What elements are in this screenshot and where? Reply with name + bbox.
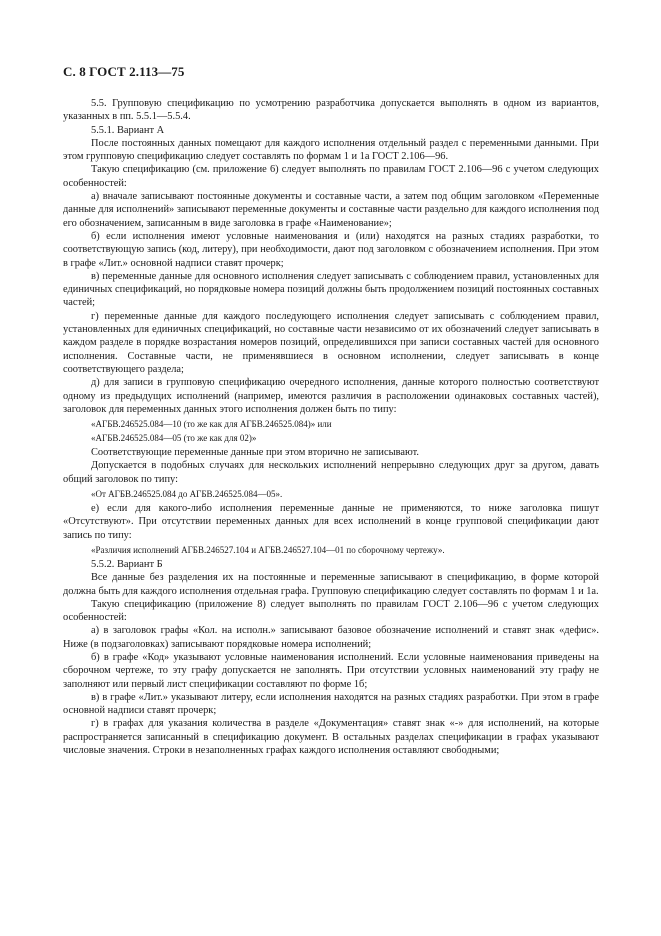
example-line: «От АГБВ.246525.084 до АГБВ.246525.084—05».: [91, 489, 283, 500]
paragraph: Такую спецификацию (приложение 8) следует выполнять по правилам ГОСТ 2.106—96 с учетом следующих особенностей:: [63, 598, 599, 624]
document-body: [63, 97, 599, 757]
paragraph: г) переменные данные для каждого последующего исполнения следует записывать с соблюдением правил, установленных для единичных спецификаций, но составные части независимо от их обозначений следует записывать в каждом разделе в порядке возрастания номеров позиций, определившихся при записи составных частей для основного исполнения. Составные части, не применявшиеся в основном исполнении, следует записывать в конце соответствующего раздела;: [63, 310, 599, 375]
paragraph: а) вначале записывают постоянные документы и составные части, а затем под общим заголовком «Переменные данные для исполнений» записывают переменные документы и составные части раздельно для каждого исполнения под его обозначением, записанным в виде заголовка в графе «Наименование»;: [63, 191, 599, 229]
paragraph: 5.5. Групповую спецификацию по усмотрению разработчика допускается выполнять в одном из вариантов, указанных в пп. 5.5.1—5.5.4.: [63, 98, 599, 123]
paragraph: Все данные без разделения их на постоянные и переменные записывают в спецификацию, в форме которой должна быть для каждого исполнения отдельная графа. Групповую спецификацию следует составлять по формам 1 и 1а.: [63, 572, 599, 597]
page-header: С. 8 ГОСТ 2.113—75: [63, 64, 185, 79]
paragraph: в) переменные данные для основного исполнения следует записывать с соблюдением правил, установленных для единичных спецификаций, но порядковые номера позиций должны быть продолжением позиций постоянных составных частей;: [63, 270, 599, 309]
paragraph: б) в графе «Код» указывают условные наименования исполнений. Если условные наименования приведены на сборочном чертеже, то эту графу допускается не заполнять. При отсутствии условных наименований эту графу не заполняют или первый лист спецификации составляют по форме 1б;: [63, 651, 599, 690]
paragraph: 5.5.2. Вариант Б: [91, 558, 163, 570]
paragraph: Такую спецификацию (см. приложение 6) следует выполнять по правилам ГОСТ 2.106—96 с учетом следующих особенностей:: [63, 164, 599, 189]
paragraph: б) если исполнения имеют условные наименования и (или) находятся на разных стадиях разработки, то соответствующую запись (код, литеру), при необходимости, дают под заголовком с обозначением исполнения. При этом в графе «Лит.» основной надписи ставят прочерк;: [63, 230, 599, 269]
example-line: «АГБВ.246525.084—10 (то же как для АГБВ.246525.084)» или: [91, 419, 332, 430]
paragraph: Допускается в подобных случаях для нескольких исполнений непрерывно следующих друг за другом, давать общий заголовок по типу:: [63, 460, 599, 485]
paragraph: Соответствующие переменные данные при этом вторично не записывают.: [91, 447, 419, 459]
paragraph: 5.5.1. Вариант А: [91, 124, 165, 136]
paragraph: е) если для какого-либо исполнения переменные данные не применяются, то ниже заголовка пишут «Отсутствуют». При отсутствии переменных данных для всех исполнений в конце групповой спецификации дают запись по типу:: [63, 503, 599, 541]
example-line: «АГБВ.246525.084—05 (то же как для 02)»: [91, 433, 257, 444]
paragraph: После постоянных данных помещают для каждого исполнения отдельный раздел с переменными данными. При этом групповую спецификацию следует составлять по формам 1 и 1а ГОСТ 2.106—96.: [63, 137, 599, 163]
paragraph: в) в графе «Лит.» указывают литеру, если исполнения находятся на разных стадиях разработки. При этом в графе основной надписи ставят прочерк;: [63, 691, 599, 717]
example-line: «Различия исполнений АГБВ.246527.104 и АГБВ.246527.104—01 по сборочному чертежу».: [91, 544, 445, 555]
paragraph: д) для записи в групповую спецификацию очередного исполнения, данные которого полностью соответствуют одному из предыдущих исполнений (например, имеются различия в расположении одинаковых составных частей), заголовок для переменных данных этого исполнения должен быть по типу:: [63, 377, 599, 415]
paragraph: а) в заголовок графы «Кол. на исполн.» записывают базовое обозначение исполнений и ставят знак «дефис». Ниже (в подзаголовках) записывают порядковые номера исполнений;: [63, 625, 599, 650]
paragraph: г) в графах для указания количества в разделе «Документация» ставят знак «-» для исполнений, на которые распространяется записанный в спецификацию документ. В остальных разделах спецификации в графах указывают числовые значения. Строки в незаполненных графах каждого исполнения оставляют свободными;: [63, 718, 599, 757]
